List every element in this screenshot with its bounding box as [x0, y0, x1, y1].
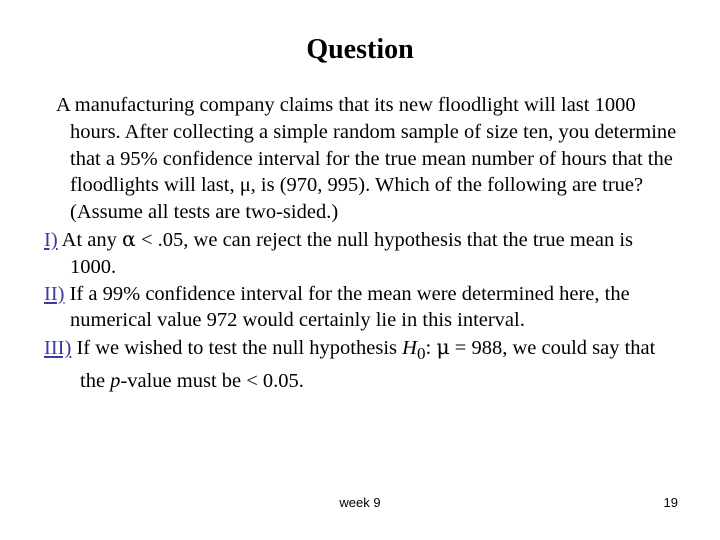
- question-intro: A manufacturing company claims that its new floodlight will last 1000 hours. After collecting a simple random sample of size ten, you determine that a 95% confidence interval for the true mean number of hours that the floodlights will last, μ, is (970, 995). Which of the following are true? (Assume all tests are two-sided.): [56, 94, 677, 224]
- p-variable: p: [110, 370, 121, 393]
- h-variable: H: [402, 337, 417, 360]
- page-number: 19: [663, 495, 678, 510]
- option-i: I) At any α < .05, we can reject the null hypothesis that the true mean is 1000.: [44, 226, 634, 278]
- h-subscript: 0: [416, 344, 426, 364]
- slide-title: Question: [306, 34, 414, 65]
- question-body: [44, 92, 684, 395]
- option-iii: III) If we wished to test the null hypothesis $H_0$: μ = 988, we could say that the p-value must be < 0.05.: [44, 335, 656, 393]
- mu-symbol: μ: [436, 335, 450, 360]
- option-i-marker: I): [44, 228, 58, 251]
- alpha-symbol: α: [122, 226, 136, 251]
- footer-week-label: week 9: [339, 495, 381, 510]
- option-iii-marker: III): [44, 337, 72, 360]
- option-ii: II) If a 99% confidence interval for the mean were determined here, the numerical value 972 would certainly lie in this interval.: [44, 282, 630, 332]
- option-ii-marker: II): [44, 282, 65, 305]
